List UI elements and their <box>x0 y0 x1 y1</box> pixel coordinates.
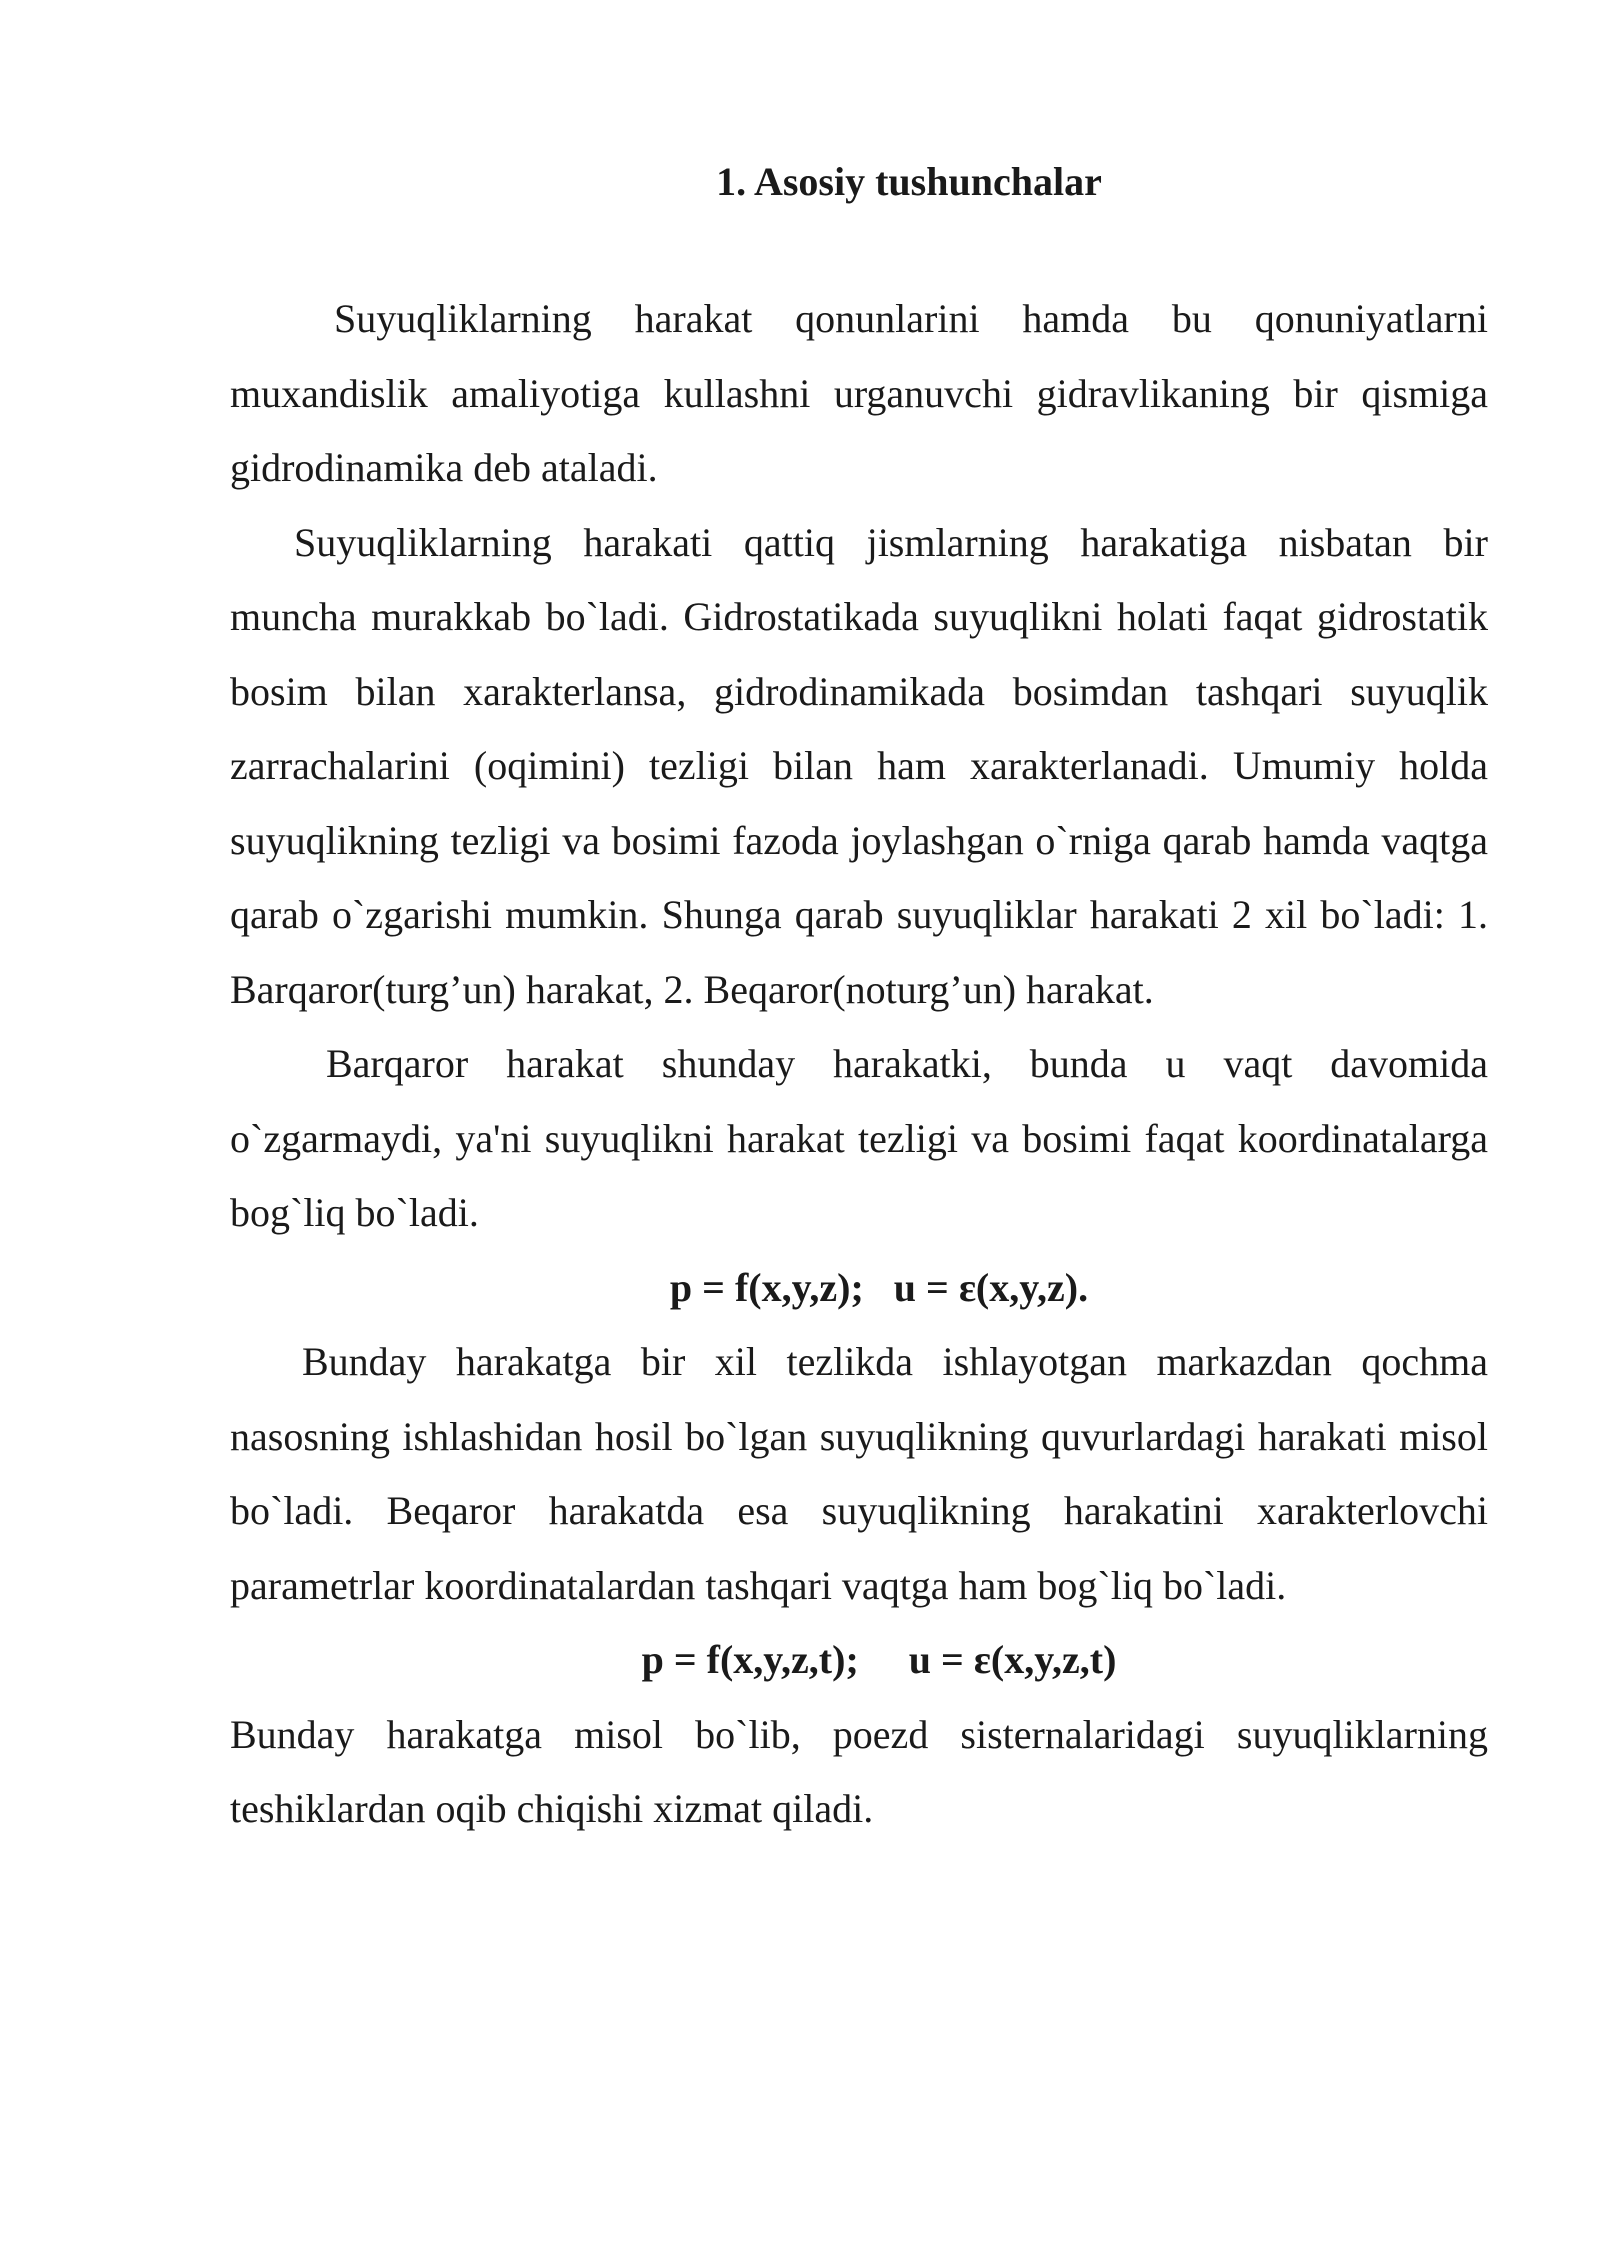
section-title: 1. Asosiy tushunchalar <box>716 159 1102 204</box>
paragraph-unsteady-motion: Bunday harakatga bir xil tezlikda ishlayotgan markazdan qochma nasosning ishlashidan hosil bo`lgan suyuqlikning quvurlardagi harakati misol bo`ladi. Beqaror harakatda esa suyuqlikning harakatini xarakterlovchi parametrlar koordinatalardan tashqari vaqtga ham bog`liq bo`ladi. <box>230 1339 1488 1608</box>
document-page <box>230 130 1488 1847</box>
paragraph-example: Bunday harakatga misol bo`lib, poezd sisternalaridagi suyuqliklarning teshiklardan oqib chiqishi xizmat qiladi. <box>230 1711 1488 1831</box>
paragraph-motion-types: Suyuqliklarning harakati qattiq jismlarning harakatiga nisbatan bir muncha murakkab bo`ladi. Gidrostatikada suyuqlikni holati faqat gidrostatik bosim bilan xarakterlansa, gidrodinamikada bosimdan tashqari suyuqlik zarrachalarini (oqimini) tezligi bilan ham xarakterlanadi. Umumiy holda suyuqlikning tezligi va bosimi fazoda joylashgan o`rniga qarab hamda vaqtga qarab o`zgarishi mumkin. Shunga qarab suyuqliklar harakati 2 xil bo`ladi: 1. Barqaror(turg’un) harakat, 2. Beqaror(noturg’un) harakat. <box>230 519 1488 1012</box>
formula-unsteady: p = f(x,y,z,t); u = ɛ(x,y,z,t) <box>641 1637 1117 1682</box>
paragraph-definition: Suyuqliklarning harakat qonunlarini hamda bu qonuniyatlarni muxandislik amaliyotiga kullashni urganuvchi gidravlikaning bir qismiga gidrodinamika deb ataladi. <box>230 296 1488 490</box>
paragraph-steady-motion: Barqaror harakat shunday harakatki, bunda u vaqt davomida o`zgarmaydi, ya'ni suyuqlikni harakat tezligi va bosimi faqat koordinatalarga bog`liq bo`ladi. <box>230 1041 1488 1235</box>
document-body <box>230 282 1488 1847</box>
formula-steady: p = f(x,y,z); u = ɛ(x,y,z). <box>669 1264 1089 1310</box>
